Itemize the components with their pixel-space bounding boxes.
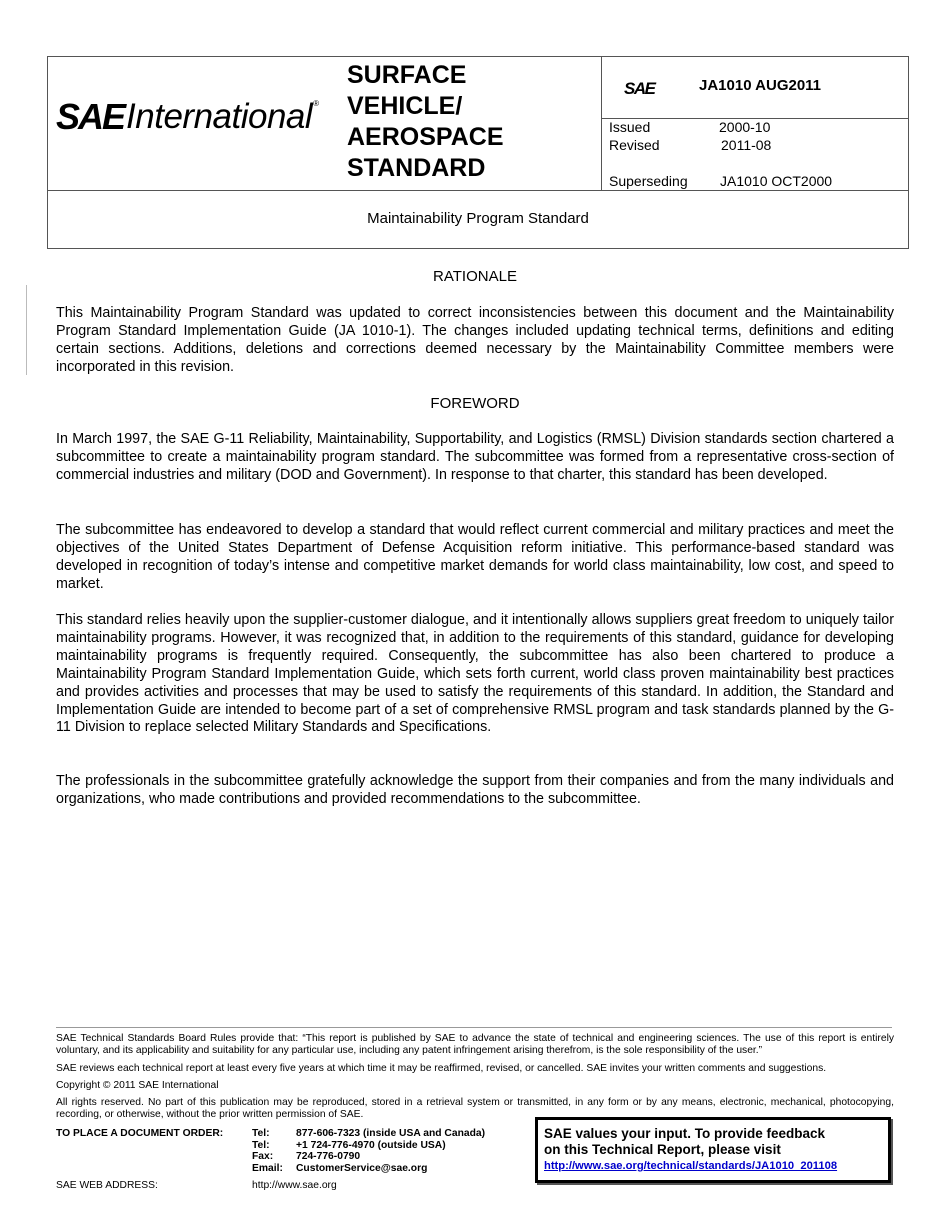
contact-key: Fax: xyxy=(252,1151,274,1163)
sae-mini-logo: SAE xyxy=(624,79,655,98)
header-divider-horizontal xyxy=(48,190,908,191)
doc-type-line: VEHICLE/ xyxy=(347,92,463,120)
registered-mark: ® xyxy=(313,99,320,108)
superseding-value: JA1010 OCT2000 xyxy=(720,173,833,189)
foreword-paragraph: This standard relies heavily upon the supplier-customer dialogue, and it intentionally allows suppliers great freedom to uniquely tailor maintainability programs. However, it was recognized that, in addition to the requirements of this standard, guidance for developing maintainability programs is frequently required. Consequently, the subcommittee has also been chartered to produce a Maintainability Program Standard Implementation Guide, which sets forth current, world class proven maintainability best practices and provides activities and processes that may be used to satisfy the requirements of this standard. In addition, the Standard and Implementation Guide are intended to become part of a set of comprehensive RMSL program and task standards planned by the G-11 Division to replace selected Military Standards and Specifications. xyxy=(56,612,894,736)
feedback-text: on this Technical Report, please visit xyxy=(544,1142,781,1157)
footer-note: All rights reserved. No part of this publication may be reproduced, stored in a retrieval system or transmitted, in any form or by any means, electronic, mechanical, photocopying, recording, or otherwise, without the prior written permission of SAE. xyxy=(56,1097,894,1120)
foreword-paragraph: The professionals in the subcommittee gratefully acknowledge the support from their companies and from the many individuals and organizations, who made contributions and provided recommendations to the subcommittee. xyxy=(56,773,894,807)
web-address-label: SAE WEB ADDRESS: xyxy=(56,1180,158,1191)
footer-divider xyxy=(56,1027,892,1028)
sae-international-logo xyxy=(56,95,319,139)
rationale-heading: RATIONALE xyxy=(433,268,517,285)
order-contact-row xyxy=(252,1151,485,1163)
contact-value: 724-776-0790 xyxy=(296,1151,361,1163)
order-contact-list xyxy=(252,1128,485,1174)
order-contact-row xyxy=(252,1140,485,1152)
foreword-paragraph: In March 1997, the SAE G-11 Reliability, Maintainability, Supportability, and Logistics (RMSL) Division standards section chartered a subcommittee to create a maintainability program standard. The subcommittee was formed from a representative cross-section of commercial industries and military (DOD and Government). In response to that charter, this standard has been developed. xyxy=(56,431,894,483)
order-contact-row xyxy=(252,1128,485,1140)
header-box xyxy=(47,56,909,249)
doc-type-line: AEROSPACE xyxy=(347,123,504,151)
issued-label: Issued xyxy=(609,119,651,135)
web-address-link[interactable]: http://www.sae.org xyxy=(252,1180,337,1191)
foreword-heading: FOREWORD xyxy=(430,395,520,412)
order-contact-row xyxy=(252,1163,485,1175)
revised-label: Revised xyxy=(609,137,660,153)
doc-type-line: STANDARD xyxy=(347,154,486,182)
document-type xyxy=(347,60,504,184)
copyright-note: Copyright © 2011 SAE International xyxy=(56,1080,219,1091)
logo-sae-text: SAE xyxy=(56,96,125,137)
rationale-paragraph: This Maintainability Program Standard was updated to correct inconsistencies between this document and the Maintainability Program Standard Implementation Guide (JA 1010-1). The changes included updating technical terms, definitions and editing certain sections. Additions, deletions and corrections deemed necessary by the Maintainability Committee members were incorporated in this revision. xyxy=(56,305,894,375)
feedback-link[interactable]: http://www.sae.org/technical/standards/JA1010_201108 xyxy=(544,1160,838,1172)
feedback-box xyxy=(535,1117,891,1183)
document-title: Maintainability Program Standard xyxy=(367,210,589,227)
logo-international-text: International xyxy=(126,97,313,136)
superseding-label: Superseding xyxy=(609,173,688,189)
header-divider-vertical xyxy=(601,57,602,190)
revision-margin-bar xyxy=(26,285,27,375)
revised-value: 2011-08 xyxy=(721,137,772,153)
order-label: TO PLACE A DOCUMENT ORDER: xyxy=(56,1128,224,1139)
contact-value: 877-606-7323 (inside USA and Canada) xyxy=(296,1128,486,1139)
feedback-text: SAE values your input. To provide feedback xyxy=(544,1126,826,1141)
contact-key: Tel: xyxy=(252,1139,270,1151)
document-number: JA1010 AUG2011 xyxy=(699,77,822,94)
contact-key: Email: xyxy=(252,1162,283,1174)
contact-key: Tel: xyxy=(252,1128,270,1139)
issued-value: 2000-10 xyxy=(719,119,771,135)
footer-note: SAE reviews each technical report at least every five years at which time it may be reaffirmed, revised, or cancelled. SAE invites your written comments and suggestions. xyxy=(56,1063,827,1074)
doc-type-line: SURFACE xyxy=(347,61,467,89)
contact-email[interactable]: CustomerService@sae.org xyxy=(296,1162,428,1174)
footer-note: SAE Technical Standards Board Rules provide that: “This report is published by SAE to advance the state of technical and engineering sciences. The use of this report is entirely voluntary, and its applicability and suitability for any particular use, including any patent infringement arising therefrom, is the sole responsibility of the user.” xyxy=(56,1033,894,1056)
contact-value: +1 724-776-4970 (outside USA) xyxy=(296,1139,446,1151)
foreword-paragraph: The subcommittee has endeavored to develop a standard that would reflect current commercial and military practices and meet the objectives of the United States Department of Defense Acquisition reform initiative. This performance-based standard was developed in recognition of today’s intense and competitive market demands for world class maintainability, low cost, and speed to market. xyxy=(56,522,894,592)
